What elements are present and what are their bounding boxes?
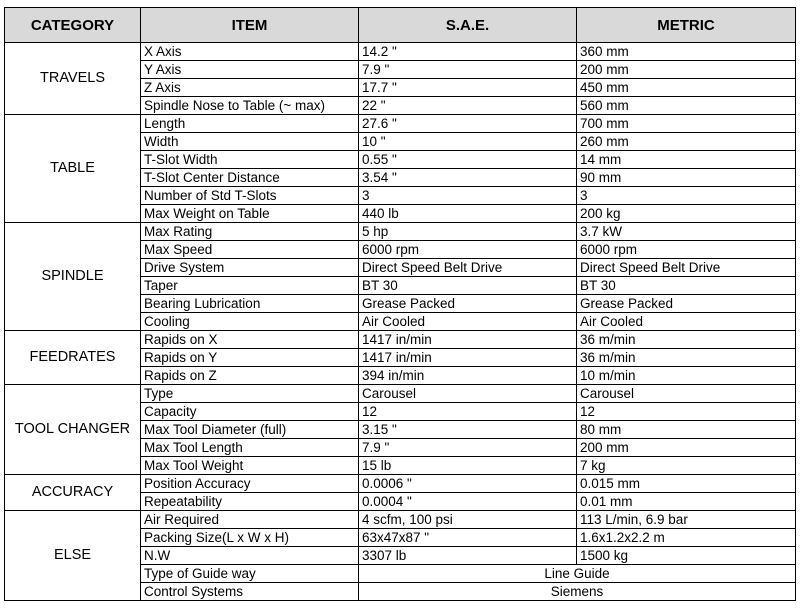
item-cell: Max Speed [141,241,359,259]
header-metric: METRIC [577,8,796,43]
metric-cell: 36 m/min [577,349,796,367]
sae-cell: 1417 in/min [359,349,577,367]
header-category: CATEGORY [5,8,141,43]
metric-cell: 450 mm [577,79,796,97]
item-cell: Repeatability [141,493,359,511]
metric-cell: 1500 kg [577,547,796,565]
metric-cell: 90 mm [577,169,796,187]
item-cell: Y Axis [141,61,359,79]
category-cell: FEEDRATES [5,331,141,385]
item-cell: Max Tool Weight [141,457,359,475]
item-cell: Rapids on X [141,331,359,349]
merged-value-cell: Siemens [359,583,796,601]
sae-cell: 17.7 " [359,79,577,97]
metric-cell: 360 mm [577,43,796,61]
merged-value-cell: Line Guide [359,565,796,583]
table-row [5,385,796,403]
table-row [5,511,796,529]
metric-cell: 6000 rpm [577,241,796,259]
metric-cell: 260 mm [577,133,796,151]
metric-cell: 700 mm [577,115,796,133]
item-cell: Packing Size(L x W x H) [141,529,359,547]
sae-cell: Air Cooled [359,313,577,331]
item-cell: Length [141,115,359,133]
sae-cell: 14.2 " [359,43,577,61]
sae-cell: 3307 lb [359,547,577,565]
sae-cell: 5 hp [359,223,577,241]
sae-cell: 22 " [359,97,577,115]
item-cell: Max Tool Length [141,439,359,457]
metric-cell: 200 mm [577,439,796,457]
metric-cell: 0.01 mm [577,493,796,511]
sae-cell: 440 lb [359,205,577,223]
sae-cell: 0.0004 " [359,493,577,511]
category-cell: TRAVELS [5,43,141,115]
sae-cell: 63x47x87 " [359,529,577,547]
item-cell: Type [141,385,359,403]
metric-cell: 3 [577,187,796,205]
metric-cell: 200 kg [577,205,796,223]
item-cell: Drive System [141,259,359,277]
table-row [5,223,796,241]
sae-cell: 10 " [359,133,577,151]
item-cell: Width [141,133,359,151]
category-cell: SPINDLE [5,223,141,331]
sae-cell: 7.9 " [359,439,577,457]
table-row [5,331,796,349]
sae-cell: Direct Speed Belt Drive [359,259,577,277]
item-cell: Spindle Nose to Table (~ max) [141,97,359,115]
sae-cell: 0.0006 " [359,475,577,493]
spec-table [4,7,796,601]
metric-cell: 1.6x1.2x2.2 m [577,529,796,547]
item-cell: Rapids on Z [141,367,359,385]
metric-cell: 7 kg [577,457,796,475]
sae-cell: 15 lb [359,457,577,475]
sae-cell: 12 [359,403,577,421]
sae-cell: 6000 rpm [359,241,577,259]
metric-cell: 560 mm [577,97,796,115]
sae-cell: 3.54 " [359,169,577,187]
metric-cell: 36 m/min [577,331,796,349]
category-cell: ELSE [5,511,141,601]
metric-cell: BT 30 [577,277,796,295]
item-cell: Max Weight on Table [141,205,359,223]
item-cell: Position Accuracy [141,475,359,493]
category-cell: TABLE [5,115,141,223]
item-cell: Bearing Lubrication [141,295,359,313]
sae-cell: 7.9 " [359,61,577,79]
item-cell: N.W [141,547,359,565]
metric-cell: 3.7 kW [577,223,796,241]
metric-cell: Air Cooled [577,313,796,331]
metric-cell: 14 mm [577,151,796,169]
table-row [5,475,796,493]
header-item: ITEM [141,8,359,43]
metric-cell: Direct Speed Belt Drive [577,259,796,277]
sae-cell: 3.15 " [359,421,577,439]
metric-cell: 12 [577,403,796,421]
sae-cell: 0.55 " [359,151,577,169]
metric-cell: 113 L/min, 6.9 bar [577,511,796,529]
item-cell: X Axis [141,43,359,61]
metric-cell: 200 mm [577,61,796,79]
item-cell: Capacity [141,403,359,421]
item-cell: Control Systems [141,583,359,601]
sae-cell: 1417 in/min [359,331,577,349]
sae-cell: Grease Packed [359,295,577,313]
sae-cell: 27.6 " [359,115,577,133]
item-cell: Cooling [141,313,359,331]
sae-cell: BT 30 [359,277,577,295]
metric-cell: 80 mm [577,421,796,439]
metric-cell: Grease Packed [577,295,796,313]
sae-cell: 394 in/min [359,367,577,385]
table-row [5,43,796,61]
header-sae: S.A.E. [359,8,577,43]
item-cell: Air Required [141,511,359,529]
item-cell: Type of Guide way [141,565,359,583]
sae-cell: Carousel [359,385,577,403]
item-cell: Number of Std T-Slots [141,187,359,205]
item-cell: Taper [141,277,359,295]
header-row [5,8,796,43]
item-cell: T-Slot Center Distance [141,169,359,187]
metric-cell: Carousel [577,385,796,403]
category-cell: TOOL CHANGER [5,385,141,475]
metric-cell: 10 m/min [577,367,796,385]
spec-body [5,43,796,601]
item-cell: Max Rating [141,223,359,241]
sae-cell: 3 [359,187,577,205]
item-cell: Rapids on Y [141,349,359,367]
table-row [5,115,796,133]
item-cell: Max Tool Diameter (full) [141,421,359,439]
item-cell: T-Slot Width [141,151,359,169]
category-cell: ACCURACY [5,475,141,511]
item-cell: Z Axis [141,79,359,97]
metric-cell: 0.015 mm [577,475,796,493]
sae-cell: 4 scfm, 100 psi [359,511,577,529]
